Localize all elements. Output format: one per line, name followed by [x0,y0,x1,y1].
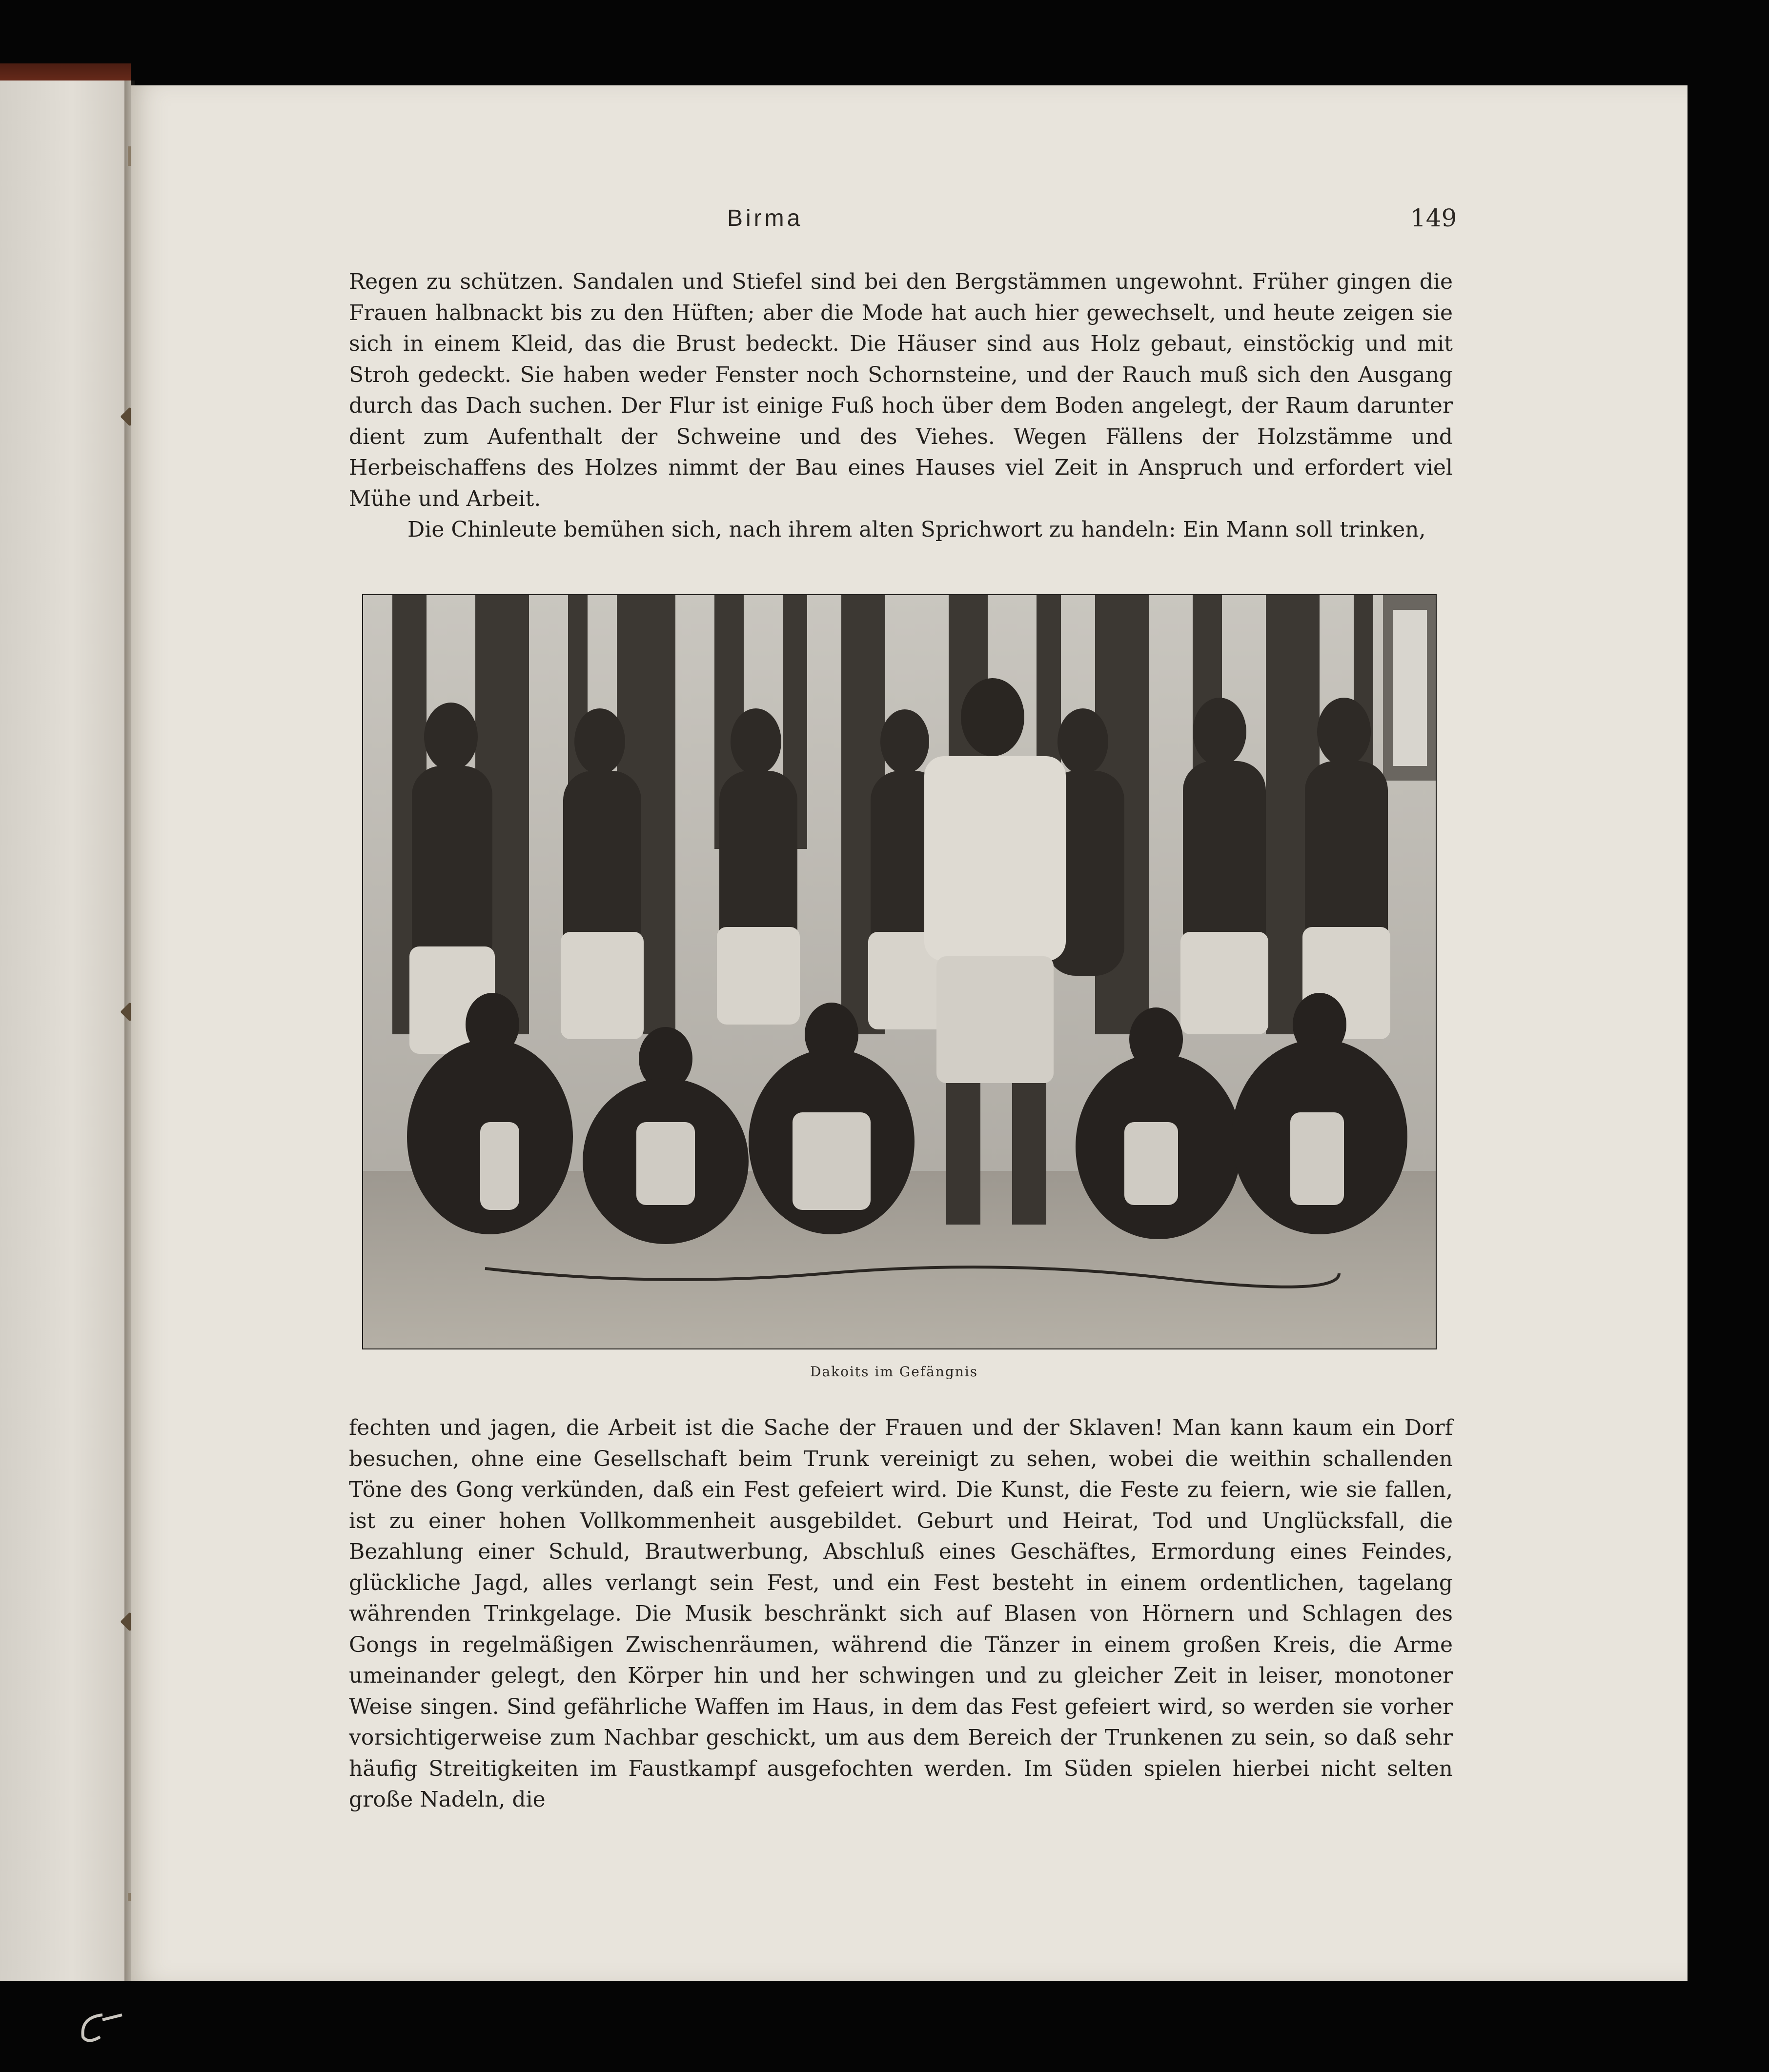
paragraph: Die Chinleute bemühen sich, nach ihrem alten Sprichwort zu handeln: Ein Mann soll trinken, [407,517,1426,542]
photo-caption: Dakoits im Gefängnis [810,1364,978,1380]
body-text-top [349,266,1453,545]
binding-edge [0,63,131,83]
pencil-mark [73,2010,132,2049]
paragraph: fechten und jagen, die Arbeit ist die Sache der Frauen und der Sklaven! Man kann kaum ein Dorf besuchen, ohne eine Gesellschaft beim Trunk vereinigt zu sehen, wobei die weithin schallenden Töne des Gong verkünden, daß ein Fest gefeiert wird. Die Kunst, die Feste zu feiern, wie sie fallen, ist zu einer hohen Vollkommenheit ausgebildet. Geburt und Heirat, Tod und Unglücksfall, die Bezahlung einer Schuld, Brautwerbung, Abschluß eines Geschäftes, Ermordung eines Feindes, glückliche Jagd, alles verlangt sein Fest, und ein Fest besteht in einem ordentlichen, tagelang währenden Trinkgelage. Die Musik beschränkt sich auf Blasen von Hörnern und Schlagen des Gongs in regelmäßigen Zwischenräumen, während die Tänzer in einem großen Kreis, die Arme umeinander gelegt, den Körper hin und her schwingen und zu gleicher Zeit in leiser, monotoner Weise singen. Sind gefährliche Waffen im Haus, in dem das Fest gefeiert wird, so werden sie vorher vorsichtigerweise zum Nachbar geschickt, um aus dem Bereich der Trunkenen zu sein, so daß sehr häufig Streitigkeiten im Faustkampf ausgefochten werden. Im Süden spielen hierbei nicht selten große Nadeln, die [349,1415,1453,1812]
paragraph: Regen zu schützen. Sandalen und Stiefel sind bei den Bergstämmen ungewohnt. Früher gingen die Frauen halbnackt bis zu den Hüften; aber die Mode hat auch hier gewechselt, und heute zeigen sie sich in einem Kleid, das die Brust bedeckt. Die Häuser sind aus Holz gebaut, einstöckig und mit Stroh gedeckt. Sie haben weder Fenster noch Schornsteine, und der Rauch muß sich den Ausgang durch das Dach suchen. Der Flur ist einige Fuß hoch über dem Boden angelegt, der Raum darunter dient zum Aufenthalt der Schweine und des Viehes. Wegen Fällens der Holzstämme und Herbeischaffens des Holzes nimmt der Bau eines Hauses viel Zeit in Anspruch und erfordert viel Mühe und Arbeit. [349,269,1453,511]
running-head: Birma [727,205,803,231]
photograph-prisoners [362,594,1437,1349]
body-text-bottom [349,1412,1453,1815]
previous-page-edge [0,80,131,1981]
page-number: 149 [1410,204,1457,232]
